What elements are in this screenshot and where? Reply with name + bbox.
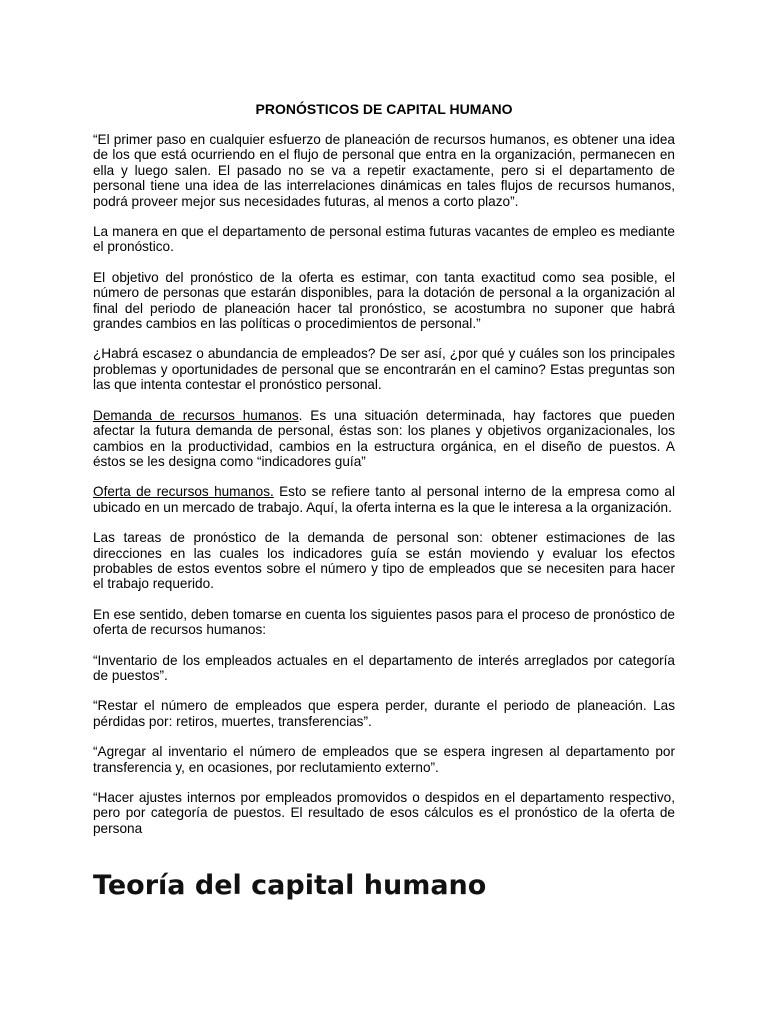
paragraph-demand-tasks: Las tareas de pronóstico de la demanda de personal son: obtener estimaciones de las direcciones en las cuales los indicadores guía se están moviendo y evaluar los efectos probables de estos eventos sobre el número y tipo de empleados que se necesiten para hacer el trabajo requerido. — [93, 530, 675, 592]
paragraph-step-inventory: “Inventario de los empleados actuales en el departamento de interés arreglados por categoría de puestos”. — [93, 652, 675, 683]
paragraph-supply-objective: El objetivo del pronóstico de la oferta es estimar, con tanta exactitud como sea posible, el número de personas que estarán disponibles, para la dotación de personal a la organización al final del periodo de planeación hacer tal pronóstico, se acostumbra no suponer que habrá grandes cambios en las políticas o procedimientos de personal.” — [93, 269, 675, 332]
paragraph-forecast-definition: La manera en que el departamento de personal estima futuras vacantes de empleo es mediante el pronóstico. — [93, 224, 675, 255]
supply-term: Oferta de recursos humanos. — [93, 484, 274, 500]
paragraph-questions: ¿Habrá escasez o abundancia de empleados? De ser así, ¿por qué y cuáles son los principales problemas y oportunidades de personal que se encontrarán en el camino? Estas preguntas son las que intenta contestar el pronóstico personal. — [93, 346, 675, 393]
paragraph-steps-intro: En ese sentido, deben tomarse en cuenta los siguientes pasos para el proceso de pronóstico de oferta de recursos humanos: — [93, 606, 675, 638]
demand-term: Demanda de recursos humanos — [93, 407, 299, 423]
paragraph-step-subtract: “Restar el número de empleados que espera perder, durante el periodo de planeación. Las pérdidas por: retiros, muertes, transferencias”. — [93, 698, 675, 729]
document-page — [93, 101, 675, 851]
supply-text: Esto se refiere tanto al personal interno de la empresa como al ubicado en un mercado de trabajo. Aquí, la oferta interna es la que le interesa a la organización. — [93, 484, 675, 515]
demand-text: . Es una situación determinada, hay factores que pueden afectar la futura demanda de personal, éstas son: los planes y objetivos organizacionales, los cambios en la productividad, cambios en la estructura orgánica, en el diseño de puestos. A éstos se les designa como “indicadores guía” — [93, 407, 675, 469]
document-title: PRONÓSTICOS DE CAPITAL HUMANO — [255, 101, 513, 117]
paragraph-intro-quote: “El primer paso en cualquier esfuerzo de planeación de recursos humanos, es obtener una idea de los que está ocurriendo en el flujo de personal que entra en la organización, permanecen en ella y luego salen. El pasado no se va a repetir exactamente, pero si el departamento de personal tiene una idea de las interrelaciones dinámicas en tales flujos de recursos humanos, podrá proveer mejor sus necesidades futuras, al menos a corto plazo”. — [93, 132, 675, 209]
paragraph-supply — [93, 484, 675, 515]
paragraph-step-add: “Agregar al inventario el número de empleados que se espera ingresen al departamento por transferencia y, en ocasiones, por reclutamiento externo”. — [93, 744, 675, 775]
paragraph-demand — [93, 408, 675, 470]
paragraph-step-adjust: “Hacer ajustes internos por empleados promovidos o despidos en el departamento respectivo, pero por categoría de puestos. El resultado de esos cálculos es el pronóstico de la oferta de persona — [93, 790, 675, 836]
section-heading: Teoría del capital humano — [93, 870, 487, 901]
